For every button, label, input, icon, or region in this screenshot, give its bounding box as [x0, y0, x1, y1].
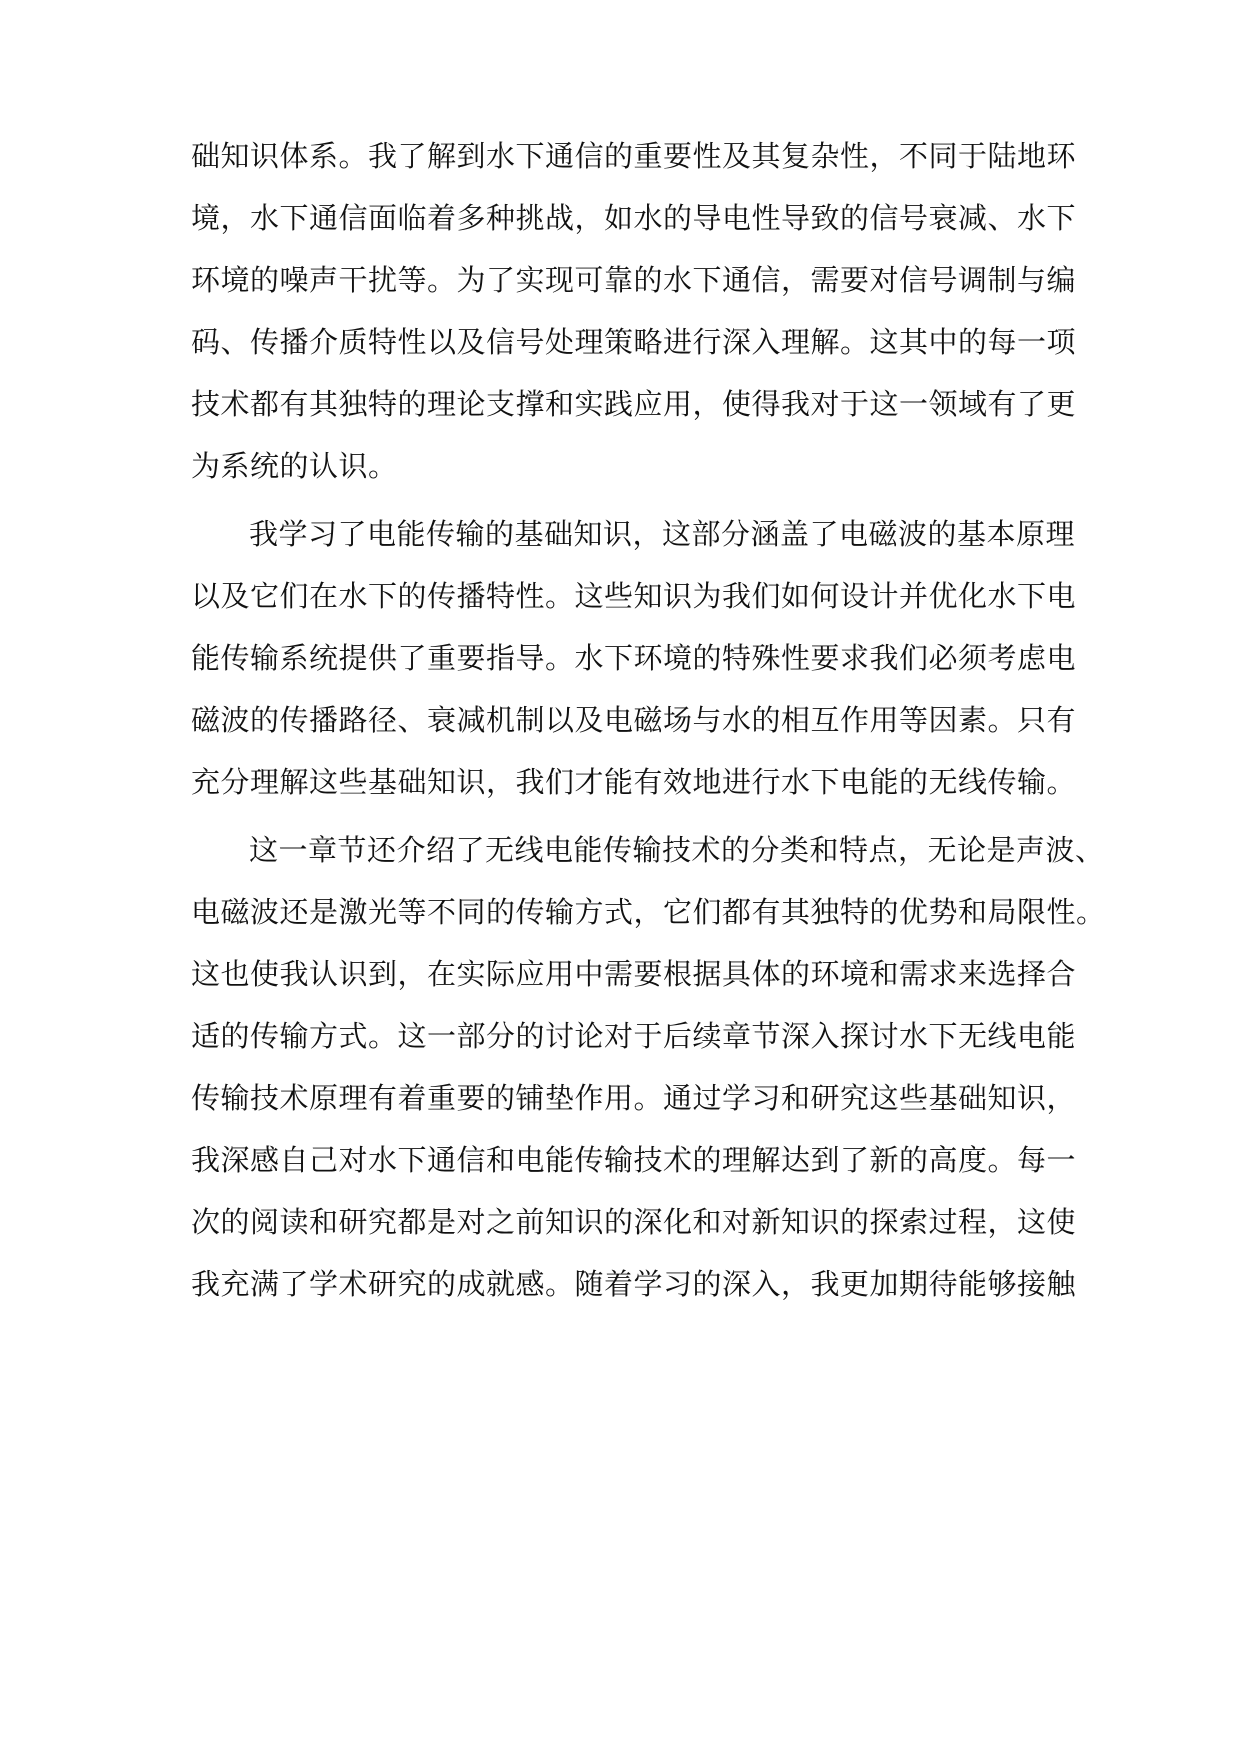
text-line: 电磁波还是激光等不同的传输方式，它们都有其独特的优势和局限性。	[191, 895, 1106, 929]
text-line: 传输技术原理有着重要的铺垫作用。通过学习和研究这些基础知识，	[191, 1081, 1077, 1115]
text-line: 次的阅读和研究都是对之前知识的深化和对新知识的探索过程，这使	[191, 1205, 1077, 1239]
text-line: 以及它们在水下的传播特性。这些知识为我们如何设计并优化水下电	[191, 579, 1077, 613]
text-line: 础知识体系。我了解到水下通信的重要性及其复杂性，不同于陆地环	[191, 139, 1077, 173]
text-line: 我学习了电能传输的基础知识，这部分涵盖了电磁波的基本原理	[249, 517, 1076, 551]
text-line: 码、传播介质特性以及信号处理策略进行深入理解。这其中的每一项	[191, 325, 1077, 359]
text-line: 能传输系统提供了重要指导。水下环境的特殊性要求我们必须考虑电	[191, 641, 1077, 675]
text-line: 技术都有其独特的理论支撑和实践应用，使得我对于这一领域有了更	[191, 387, 1077, 421]
text-line: 充分理解这些基础知识，我们才能有效地进行水下电能的无线传输。	[191, 765, 1077, 799]
text-line: 环境的噪声干扰等。为了实现可靠的水下通信，需要对信号调制与编	[191, 263, 1077, 297]
text-line: 这一章节还介绍了无线电能传输技术的分类和特点，无论是声波、	[249, 833, 1105, 867]
text-line: 磁波的传播路径、衰减机制以及电磁场与水的相互作用等因素。只有	[191, 703, 1077, 737]
text-line: 境，水下通信面临着多种挑战，如水的导电性导致的信号衰减、水下	[191, 201, 1077, 235]
text-line: 适的传输方式。这一部分的讨论对于后续章节深入探讨水下无线电能	[191, 1019, 1077, 1053]
text-line: 我深感自己对水下通信和电能传输技术的理解达到了新的高度。每一	[191, 1143, 1077, 1177]
text-line: 为系统的认识。	[191, 449, 398, 483]
text-line: 我充满了学术研究的成就感。随着学习的深入，我更加期待能够接触	[191, 1267, 1077, 1301]
text-line: 这也使我认识到，在实际应用中需要根据具体的环境和需求来选择合	[191, 957, 1077, 991]
